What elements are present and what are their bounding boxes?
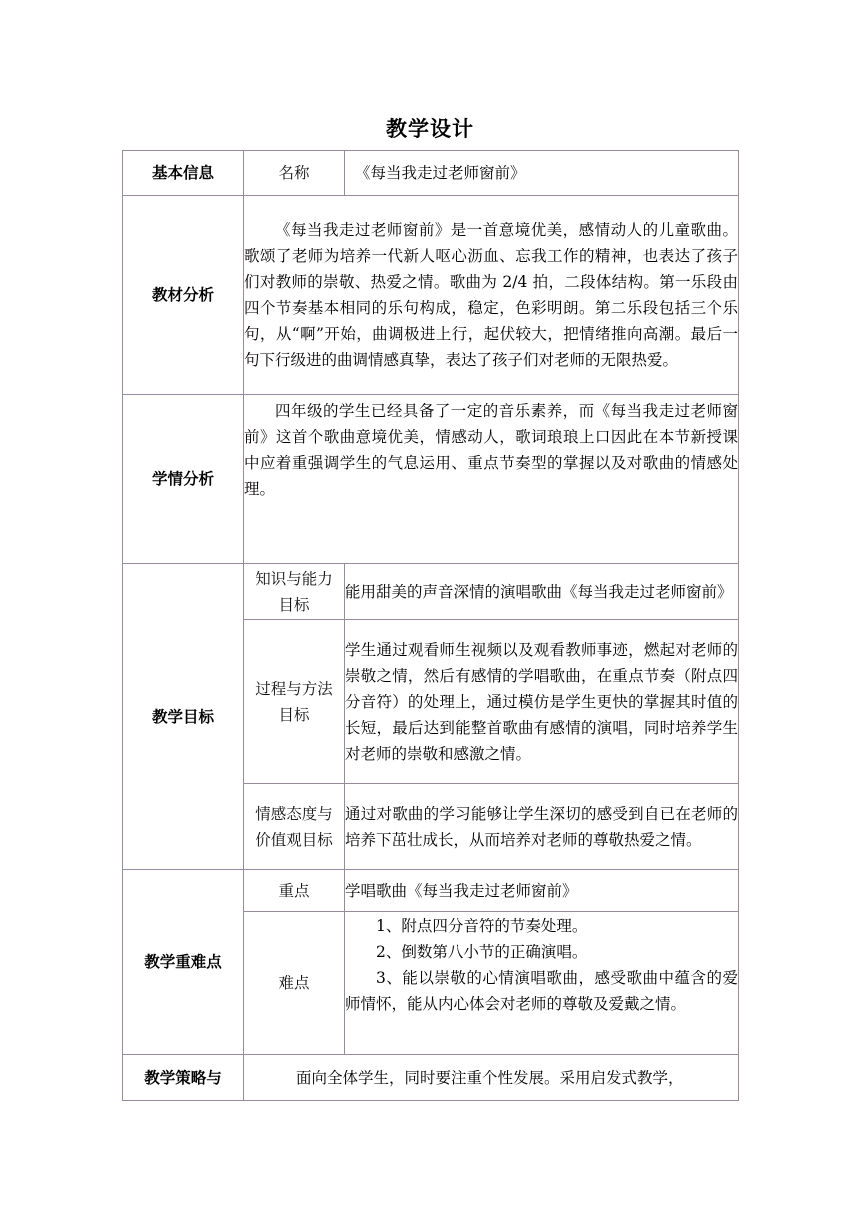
- row-material-analysis: [123, 196, 739, 395]
- key-point-text: 学唱歌曲《每当我走过老师窗前》: [345, 870, 739, 912]
- teaching-goals-label: 教学目标: [123, 564, 244, 870]
- material-analysis-cell: [244, 196, 739, 395]
- name-label: 名称: [244, 151, 345, 196]
- process-goal-label: 过程与方法目标: [244, 620, 345, 784]
- material-analysis-text: 《每当我走过老师窗前》是一首意境优美，感情动人的儿童歌曲。歌颂了老师为培养一代新人呕心沥血、忘我工作的精神，也表达了孩子们对教师的崇敬、热爱之情。歌曲为 2/4 拍，二段体结构。第一乐段由四个节奏基本相同的乐句构成，稳定，色彩明朗。第二乐段包括三个乐句，从“啊”开始，曲调极进上行，起伏较大，把情绪推向高潮。最后一句下行级进的曲调情感真挚，表达了孩子们对老师的无限热爱。: [244, 221, 739, 369]
- row-key-point: [123, 870, 739, 912]
- process-goal-text: 学生通过观看师生视频以及观看教师事迹，燃起对老师的崇敬之情，然后有感情的学唱歌曲，在重点节奏（附点四分音符）的处理上，通过模仿是学生更快的掌握其时值的长短，最后达到能整首歌曲有感情的演唱，同时培养学生对老师的崇敬和感激之情。: [345, 620, 739, 784]
- row-teaching-strategy: [123, 1055, 739, 1101]
- difficult-point-label: 难点: [244, 912, 345, 1055]
- material-analysis-label: 教材分析: [123, 196, 244, 395]
- student-analysis-text: 四年级的学生已经具备了一定的音乐素养，而《每当我走过老师窗前》这首个歌曲意境优美，情感动人，歌词琅琅上口因此在本节新授课中应着重强调学生的气息运用、重点节奏型的掌握以及对歌曲的情感处理。: [244, 402, 739, 498]
- row-basic-info: [123, 151, 739, 196]
- lesson-design-table: [122, 150, 739, 1101]
- difficult-point-cell: [345, 912, 739, 1055]
- row-student-analysis: [123, 395, 739, 564]
- difficult-item-1: 1、附点四分音符的节奏处理。: [376, 917, 588, 935]
- document-title: 教学设计: [386, 117, 474, 141]
- key-point-label: 重点: [244, 870, 345, 912]
- teaching-strategy-text: 面向全体学生，同时要注重个性发展。采用启发式教学，: [244, 1055, 739, 1101]
- name-value: 《每当我走过老师窗前》: [345, 151, 739, 196]
- emotion-goal-text: 通过对歌曲的学习能够让学生深切的感受到自已在老师的培养下茁壮成长，从而培养对老师的尊敬热爱之情。: [345, 784, 739, 870]
- row-goal-knowledge: [123, 564, 739, 620]
- key-difficult-label: 教学重难点: [123, 870, 244, 1055]
- difficult-item-3: 3、能以崇敬的心情演唱歌曲，感受歌曲中蕴含的爱师情怀，能从内心体会对老师的尊敬及爱戴之情。: [345, 969, 739, 1013]
- knowledge-goal-label: 知识与能力目标: [244, 564, 345, 620]
- student-analysis-label: 学情分析: [123, 395, 244, 564]
- student-analysis-cell: [244, 395, 739, 564]
- teaching-strategy-label: 教学策略与: [123, 1055, 244, 1101]
- knowledge-goal-text: 能用甜美的声音深情的演唱歌曲《每当我走过老师窗前》: [345, 564, 739, 620]
- emotion-goal-label: 情感态度与价值观目标: [244, 784, 345, 870]
- difficult-item-2: 2、倒数第八小节的正确演唱。: [376, 943, 588, 961]
- basic-info-label: 基本信息: [123, 151, 244, 196]
